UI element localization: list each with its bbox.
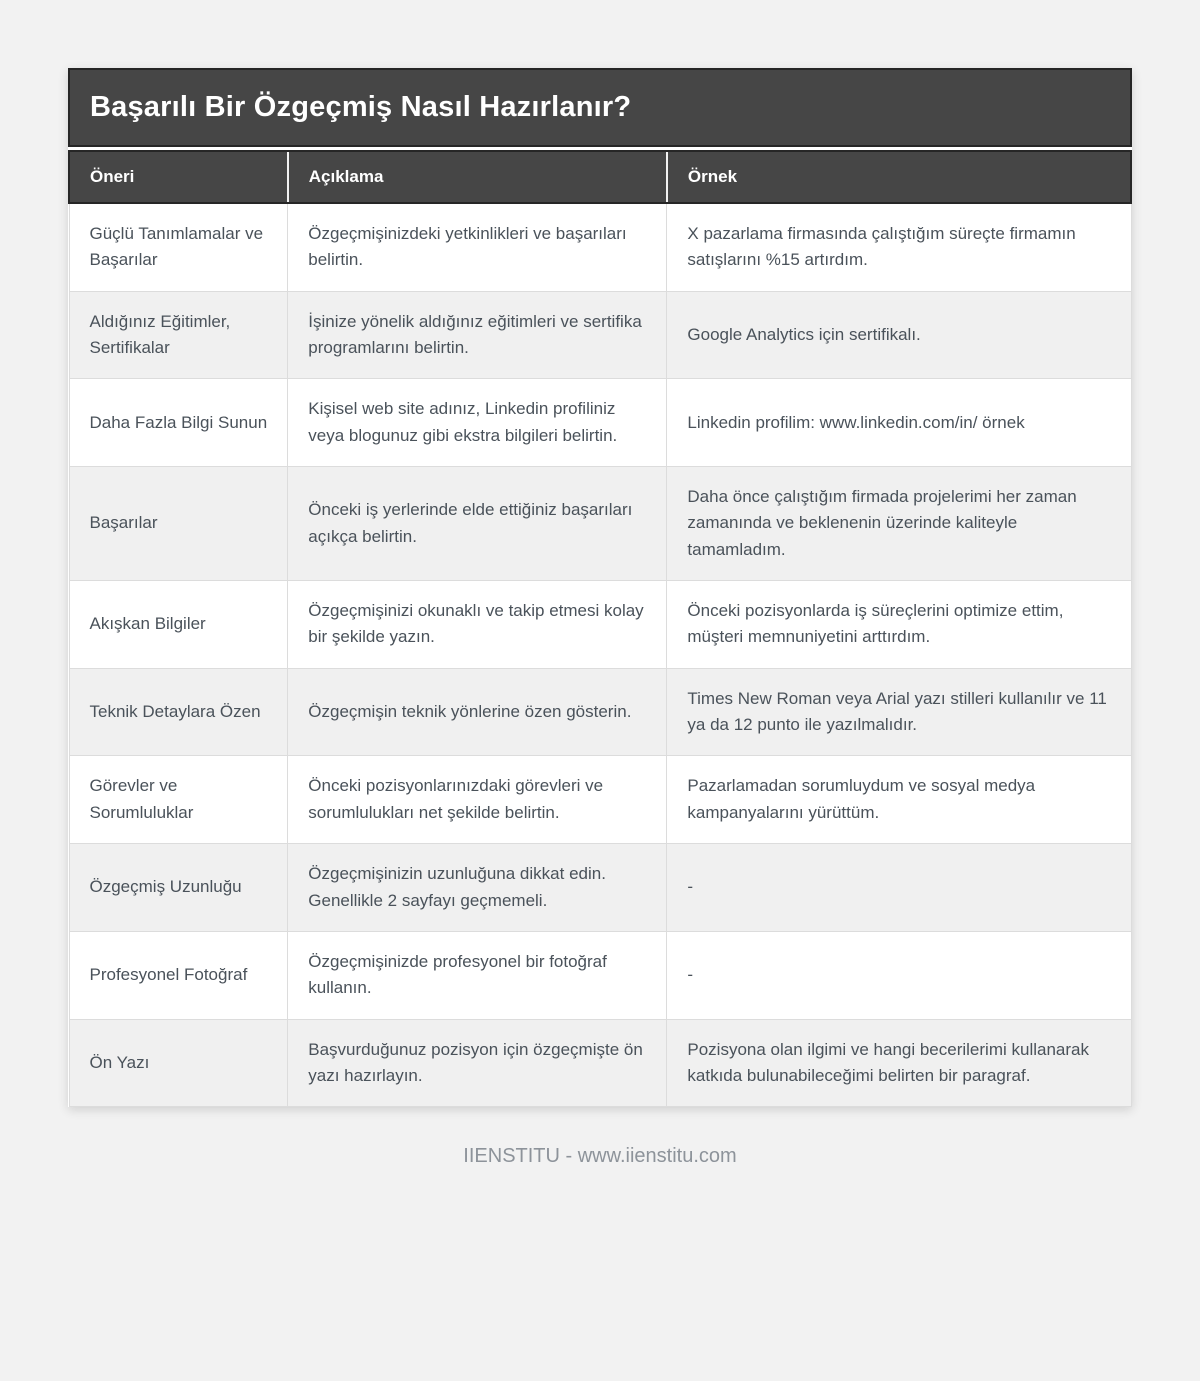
cell-oneri: Ön Yazı bbox=[69, 1019, 288, 1107]
cell-aciklama: Özgeçmişinizin uzunluğuna dikkat edin. Genellikle 2 sayfayı geçmemeli. bbox=[288, 844, 667, 932]
cell-oneri: Teknik Detaylara Özen bbox=[69, 668, 288, 756]
cell-ornek: Times New Roman veya Arial yazı stilleri kullanılır ve 11 ya da 12 punto ile yazılmalıdır. bbox=[667, 668, 1131, 756]
cell-oneri: Akışkan Bilgiler bbox=[69, 581, 288, 669]
cell-aciklama: İşinize yönelik aldığınız eğitimleri ve sertifika programlarını belirtin. bbox=[288, 291, 667, 379]
cell-ornek: Pozisyona olan ilgimi ve hangi becerilerimi kullanarak katkıda bulunabileceğimi belirten bir paragraf. bbox=[667, 1019, 1131, 1107]
table-row bbox=[69, 668, 1131, 756]
table-row bbox=[69, 467, 1131, 581]
cell-aciklama: Özgeçmişinizi okunaklı ve takip etmesi kolay bir şekilde yazın. bbox=[288, 581, 667, 669]
cell-oneri: Özgeçmiş Uzunluğu bbox=[69, 844, 288, 932]
cell-oneri: Güçlü Tanımlamalar ve Başarılar bbox=[69, 203, 288, 291]
cell-ornek: - bbox=[667, 844, 1131, 932]
resume-tips-card bbox=[68, 68, 1132, 1107]
cell-aciklama: Özgeçmişinizdeki yetkinlikleri ve başarıları belirtin. bbox=[288, 203, 667, 291]
cell-oneri: Daha Fazla Bilgi Sunun bbox=[69, 379, 288, 467]
table-row bbox=[69, 844, 1131, 932]
cell-ornek: Linkedin profilim: www.linkedin.com/in/ örnek bbox=[667, 379, 1131, 467]
cell-aciklama: Başvurduğunuz pozisyon için özgeçmişte ön yazı hazırlayın. bbox=[288, 1019, 667, 1107]
table-row bbox=[69, 581, 1131, 669]
cell-ornek: Önceki pozisyonlarda iş süreçlerini optimize ettim, müşteri memnuniyetini arttırdım. bbox=[667, 581, 1131, 669]
page-title: Başarılı Bir Özgeçmiş Nasıl Hazırlanır? bbox=[68, 68, 1132, 147]
table-row bbox=[69, 379, 1131, 467]
cell-oneri: Görevler ve Sorumluluklar bbox=[69, 756, 288, 844]
cell-ornek: X pazarlama firmasında çalıştığım süreçte firmamın satışlarını %15 artırdım. bbox=[667, 203, 1131, 291]
cell-aciklama: Özgeçmişin teknik yönlerine özen gösterin. bbox=[288, 668, 667, 756]
table-row bbox=[69, 931, 1131, 1019]
cell-oneri: Profesyonel Fotoğraf bbox=[69, 931, 288, 1019]
cell-oneri: Başarılar bbox=[69, 467, 288, 581]
cell-aciklama: Özgeçmişinizde profesyonel bir fotoğraf kullanın. bbox=[288, 931, 667, 1019]
cell-aciklama: Önceki pozisyonlarınızdaki görevleri ve sorumlulukları net şekilde belirtin. bbox=[288, 756, 667, 844]
tips-table bbox=[68, 150, 1132, 1107]
cell-ornek: - bbox=[667, 931, 1131, 1019]
column-header-ornek: Örnek bbox=[667, 151, 1131, 203]
table-row bbox=[69, 756, 1131, 844]
column-header-oneri: Öneri bbox=[69, 151, 288, 203]
table-row bbox=[69, 291, 1131, 379]
footer-text: IIENSTITU - www.iienstitu.com bbox=[463, 1145, 737, 1168]
table-row bbox=[69, 1019, 1131, 1107]
table-row bbox=[69, 203, 1131, 291]
cell-aciklama: Kişisel web site adınız, Linkedin profiliniz veya blogunuz gibi ekstra bilgileri belirtin. bbox=[288, 379, 667, 467]
cell-ornek: Google Analytics için sertifikalı. bbox=[667, 291, 1131, 379]
column-header-aciklama: Açıklama bbox=[288, 151, 667, 203]
cell-ornek: Pazarlamadan sorumluydum ve sosyal medya kampanyalarını yürüttüm. bbox=[667, 756, 1131, 844]
cell-oneri: Aldığınız Eğitimler, Sertifikalar bbox=[69, 291, 288, 379]
header-row bbox=[69, 151, 1131, 203]
cell-aciklama: Önceki iş yerlerinde elde ettiğiniz başarıları açıkça belirtin. bbox=[288, 467, 667, 581]
cell-ornek: Daha önce çalıştığım firmada projelerimi her zaman zamanında ve beklenenin üzerinde kaliteyle tamamladım. bbox=[667, 467, 1131, 581]
table-body bbox=[69, 203, 1131, 1107]
